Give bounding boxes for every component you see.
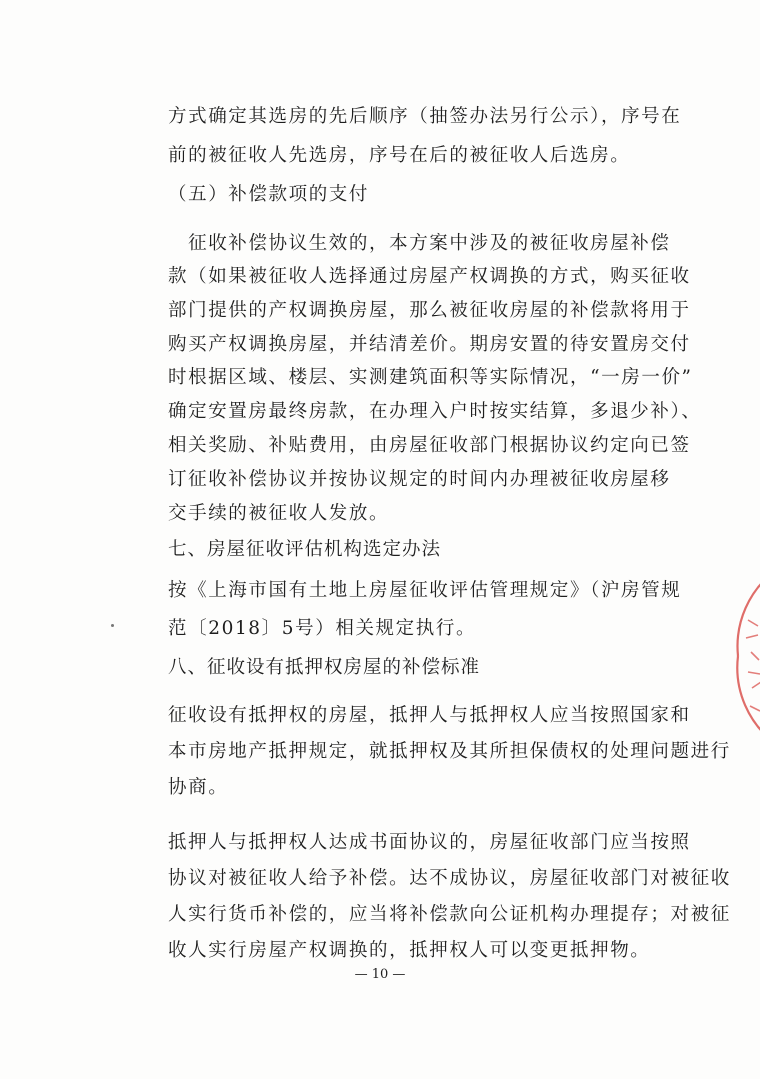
text-line: 相关奖励、补贴费用，由房屋征收部门根据协议约定向已签 — [168, 435, 691, 456]
text-line: 时根据区域、楼层、实测建筑面积等实际情况，“一房一价” — [168, 367, 693, 388]
seal-stamp-partial — [718, 560, 760, 760]
text-line: 协商。 — [168, 777, 229, 798]
page-number: — 10 — — [354, 967, 406, 982]
text-line: 前的被征收人先选房，序号在后的被征收人后选房。 — [168, 145, 631, 166]
text-line: 人实行货币补偿的，应当将补偿款向公证机构办理提存；对被征 — [168, 904, 731, 925]
section-subheading: （五）补偿款项的支付 — [168, 184, 370, 205]
text-line: 按《上海市国有土地上房屋征收评估管理规定》（沪房管规 — [168, 580, 682, 601]
text-line: 本市房地产抵押规定，就抵押权及其所担保债权的处理问题进行 — [168, 741, 731, 762]
text-line: 抵押人与抵押权人达成书面协议的，房屋征收部门应当按照 — [168, 832, 691, 853]
text-line: 确定安置房最终房款，在办理入户时按实结算，多退少补）、 — [168, 401, 702, 422]
text-line: 协议对被征收人给予补偿。达不成协议，房屋征收部门对被征收 — [168, 868, 731, 889]
text-line: 订征收补偿协议并按协议规定的时间内办理被征收房屋移 — [168, 469, 671, 490]
text-line: 方式确定其选房的先后顺序（抽签办法另行公示），序号在 — [168, 106, 682, 127]
text-line: 交手续的被征收人发放。 — [168, 503, 390, 524]
text-line: 范〔2018〕5号）相关规定执行。 — [168, 618, 477, 639]
section-heading: 八、征收设有抵押权房屋的补偿标准 — [168, 657, 481, 678]
section-heading: 七、房屋征收评估机构选定办法 — [168, 539, 442, 560]
text-line: 收人实行房屋产权调换的，抵押权人可以变更抵押物。 — [168, 940, 651, 961]
text-line: 征收设有抵押权的房屋，抵押人与抵押权人应当按照国家和 — [168, 705, 691, 726]
text-line: 征收补偿协议生效的，本方案中涉及的被征收房屋补偿 — [168, 233, 671, 254]
scan-speck — [111, 624, 114, 627]
text-line: 部门提供的产权调换房屋，那么被征收房屋的补偿款将用于 — [168, 300, 691, 321]
text-line: 款（如果被征收人选择通过房屋产权调换的方式，购买征收 — [168, 266, 691, 287]
text-line: 购买产权调换房屋，并结清差价。期房安置的待安置房交付 — [168, 334, 691, 355]
